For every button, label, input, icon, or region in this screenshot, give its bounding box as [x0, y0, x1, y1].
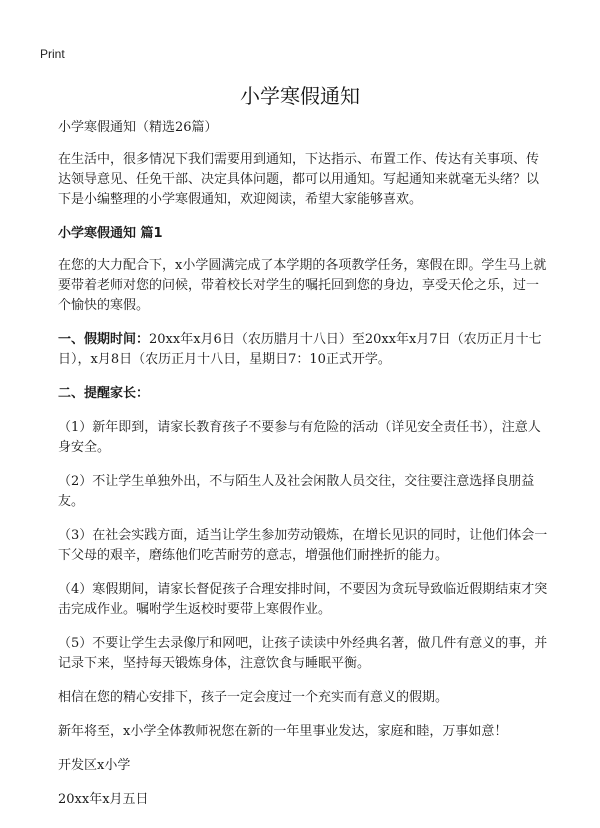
print-link[interactable]: Print — [40, 47, 65, 61]
reminder-item: （1）新年即到，请家长教育孩子不要参与有危险的活动（详见安全责任书），注意人身安全。 — [58, 420, 541, 455]
reminder-item: （4）寒假期间，请家长督促孩子合理安排时间，不要因为贪玩导致临近假期结束才突击完成作业。嘱咐学生返校时要带上寒假作业。 — [58, 582, 548, 617]
intro-paragraph: 在生活中，很多情况下我们需要用到通知，下达指示、布置工作、传达有关事项、传达领导意见、任免干部、决定具体问题，都可以用通知。写起通知来就毫无头绪？以下是小编整理的小学寒假通知，欢迎阅读，希望大家能够喜欢。 — [58, 152, 540, 207]
reminder-item: （2）不让学生单独外出，不与陌生人及社会闲散人员交往，交往要注意选择良朋益友。 — [58, 474, 535, 509]
document-body — [58, 118, 548, 824]
document-date: 20xx年x月五日 — [58, 792, 149, 807]
holiday-label: 一、假期时间： — [58, 332, 150, 347]
closing-paragraph: 相信在您的精心安排下，孩子一定会度过一个充实而有意义的假期。 — [58, 690, 449, 705]
reminder-heading: 二、提醒家长： — [58, 386, 150, 401]
page-title: 小学寒假通知 — [240, 84, 360, 108]
section-heading: 小学寒假通知 篇1 — [58, 226, 163, 241]
signature: 开发区x小学 — [58, 758, 131, 773]
reminder-item: （5）不要让学生去录像厅和网吧，让孩子读读中外经典名著，做几件有意义的事，并记录下来，坚持每天锻炼身体，注意饮食与睡眠平衡。 — [58, 636, 548, 671]
holiday-text: 20xx年x月6日（农历腊月十八日）至20xx年x月7日（农历正月十七日），x月8日（农历正月十八日，星期日7：10正式开学。 — [58, 332, 542, 367]
opening-paragraph: 在您的大力配合下，x小学圆满完成了本学期的各项教学任务，寒假在即。学生马上就要带着老师对您的问候，带着校长对学生的嘱托回到您的身边，享受天伦之乐，过一个愉快的寒假。 — [58, 258, 547, 313]
holiday-paragraph — [58, 330, 548, 370]
document-subtitle: 小学寒假通知（精选26篇） — [58, 120, 218, 135]
reminder-item: （3）在社会实践方面，适当让学生参加劳动锻炼，在增长见识的同时，让他们体会一下父母的艰辛，磨练他们吃苦耐劳的意志，增强他们耐挫折的能力。 — [58, 528, 548, 563]
greeting-paragraph: 新年将至，x小学全体教师祝您在新的一年里事业发达，家庭和睦，万事如意！ — [58, 724, 508, 739]
